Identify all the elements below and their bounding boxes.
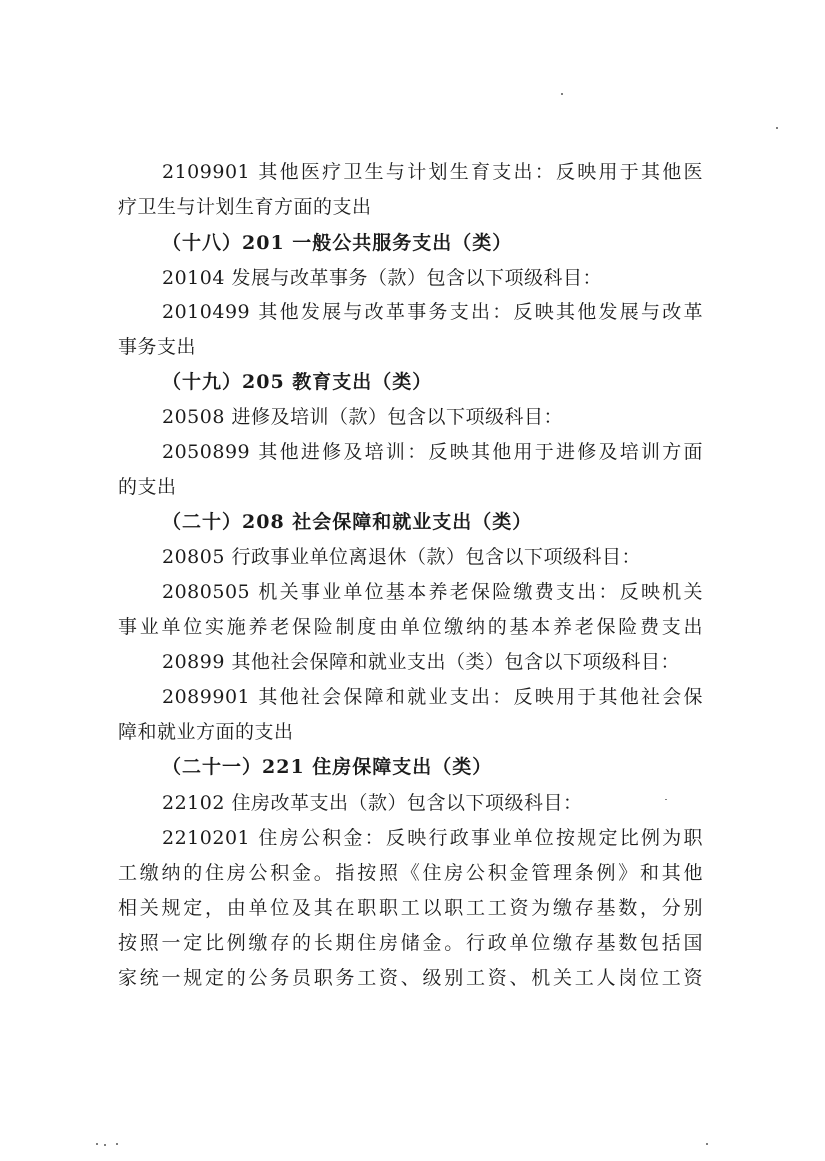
paragraph-2089901-line-1: 2089901 其他社会保障和就业支出：反映用于其他社会保 xyxy=(162,686,703,708)
scan-speck xyxy=(706,1143,708,1145)
paragraph-2010499-line-1: 2010499 其他发展与改革事务支出：反映其他发展与改革 xyxy=(162,301,703,323)
paragraph-2210201-line-1: 2210201 住房公积金：反映行政事业单位按规定比例为职 xyxy=(162,827,703,849)
paragraph-2080505-line-1: 2080505 机关事业单位基本养老保险缴费支出：反映机关 xyxy=(162,581,703,603)
item-22102: 22102 住房改革支出（款）包含以下项级科目： xyxy=(162,792,583,814)
section-heading-19: （十九）205 教育支出（类） xyxy=(162,371,433,393)
section-heading-20: （二十）208 社会保障和就业支出（类） xyxy=(162,511,533,533)
paragraph-2210201-line-2: 工缴纳的住房公积金。指按照《住房公积金管理条例》和其他 xyxy=(118,862,703,884)
scan-speck xyxy=(776,127,778,129)
paragraph-2089901-line-2: 障和就业方面的支出 xyxy=(118,721,294,743)
item-20805: 20805 行政事业单位离退休（款）包含以下项级科目： xyxy=(162,546,641,568)
paragraph-2050899-line-1: 2050899 其他进修及培训：反映其他用于进修及培训方面 xyxy=(162,441,703,463)
section-heading-18: （十八）201 一般公共服务支出（类） xyxy=(162,232,513,254)
item-20899: 20899 其他社会保障和就业支出（类）包含以下项级科目： xyxy=(162,651,680,673)
scan-speck xyxy=(665,799,667,800)
scan-speck xyxy=(96,1143,98,1145)
paragraph-2109901-line-1: 2109901 其他医疗卫生与计划生育支出：反映用于其他医 xyxy=(162,161,703,183)
scan-speck xyxy=(104,1144,106,1146)
item-20104: 20104 发展与改革事务（款）包含以下项级科目： xyxy=(162,267,602,289)
paragraph-2010499-line-2: 事务支出 xyxy=(118,336,197,358)
paragraph-2050899-line-2: 的支出 xyxy=(118,476,177,498)
paragraph-2109901-line-2: 疗卫生与计划生育方面的支出 xyxy=(118,196,372,218)
paragraph-2210201-line-5: 家统一规定的公务员职务工资、级别工资、机关工人岗位工资 xyxy=(118,967,703,989)
item-20508: 20508 进修及培训（款）包含以下项级科目： xyxy=(162,406,563,428)
paragraph-2210201-line-4: 按照一定比例缴存的长期住房储金。行政单位缴存基数包括国 xyxy=(118,932,703,954)
section-heading-21: （二十一）221 住房保障支出（类） xyxy=(162,756,493,778)
scan-speck xyxy=(116,1143,118,1145)
paragraph-2080505-line-2: 事业单位实施养老保险制度由单位缴纳的基本养老保险费支出 xyxy=(118,616,703,638)
paragraph-2210201-line-3: 相关规定，由单位及其在职职工以职工工资为缴存基数，分别 xyxy=(118,897,703,919)
scan-speck xyxy=(561,93,563,95)
